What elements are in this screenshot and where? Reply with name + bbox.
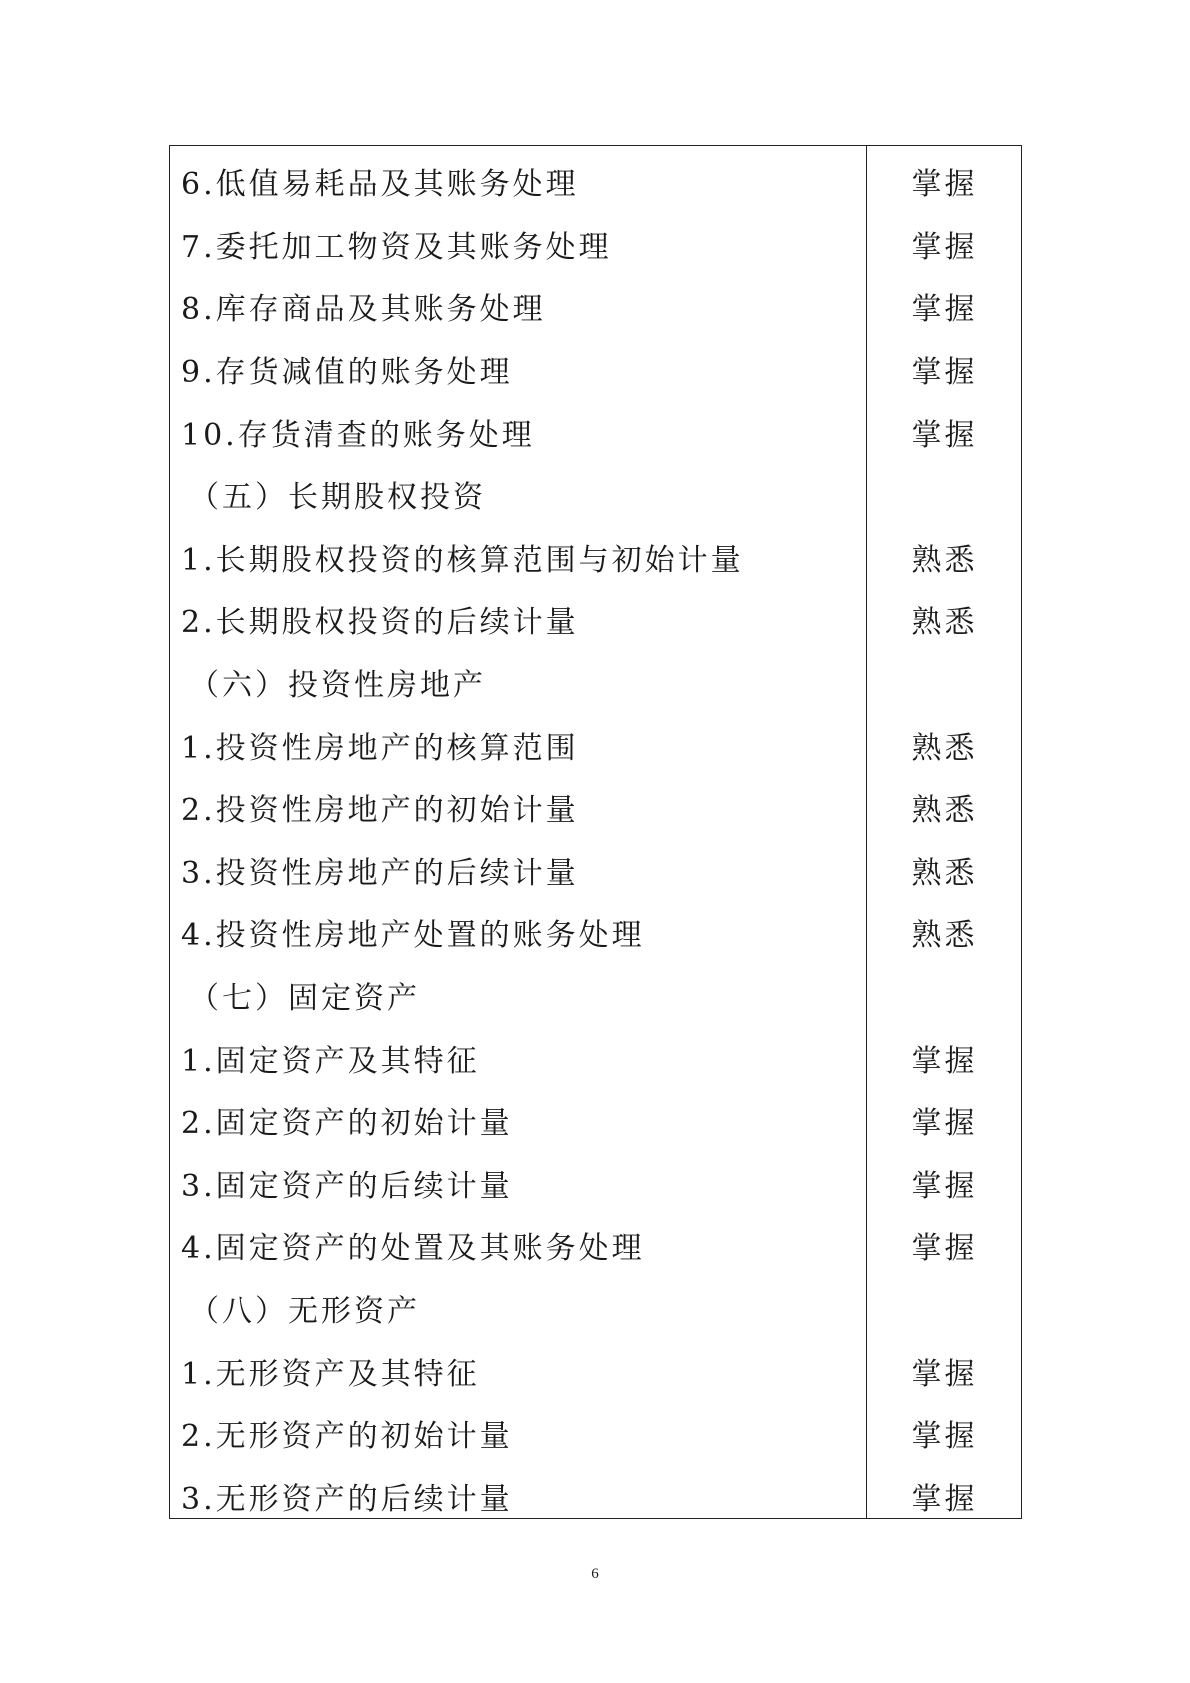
section-heading: （八）无形资产: [189, 1293, 420, 1329]
topic-cell: 3.投资性房地产的后续计量: [181, 855, 579, 891]
table-row: [170, 776, 1021, 839]
table-row: [170, 901, 1021, 964]
table-row: [170, 526, 1021, 589]
requirement-level-cell: 熟悉: [911, 855, 978, 891]
requirement-level-cell: 熟悉: [911, 918, 978, 954]
topic-cell: 9.存货减值的账务处理: [181, 355, 513, 391]
topic-cell: 1.无形资产及其特征: [181, 1356, 480, 1392]
requirement-level-cell: 掌握: [911, 1043, 978, 1079]
requirement-level-cell: 掌握: [911, 1481, 978, 1517]
syllabus-table: [169, 145, 1022, 1519]
requirement-level-cell: 掌握: [911, 1168, 978, 1204]
page-number: 6: [591, 1566, 599, 1582]
requirement-level-cell: 熟悉: [911, 730, 978, 766]
table-row: [170, 1026, 1021, 1089]
topic-cell: 3.固定资产的后续计量: [181, 1168, 513, 1204]
requirement-level-cell: 熟悉: [911, 542, 978, 578]
requirement-level-cell: 掌握: [911, 167, 978, 203]
topic-cell: 2.无形资产的初始计量: [181, 1419, 513, 1455]
table-row: [170, 588, 1021, 651]
table-row: [170, 651, 1021, 714]
topic-cell: 2.长期股权投资的后续计量: [181, 605, 579, 641]
requirement-level-cell: 熟悉: [911, 793, 978, 829]
section-heading: （五）长期股权投资: [189, 480, 486, 516]
requirement-level-cell: 掌握: [911, 1231, 978, 1267]
table-row: [170, 964, 1021, 1027]
topic-cell: 6.低值易耗品及其账务处理: [181, 167, 579, 203]
topic-cell: 1.投资性房地产的核算范围: [181, 730, 579, 766]
table-row: [170, 213, 1021, 276]
table-row: [170, 1464, 1021, 1527]
requirement-level-cell: 掌握: [911, 417, 978, 453]
topic-cell: 2.固定资产的初始计量: [181, 1106, 513, 1142]
topic-cell: 1.长期股权投资的核算范围与初始计量: [181, 542, 744, 578]
table-rows: [170, 150, 1021, 1527]
requirement-level-cell: 掌握: [911, 1419, 978, 1455]
table-row: [170, 275, 1021, 338]
table-row: [170, 1339, 1021, 1402]
table-row: [170, 400, 1021, 463]
requirement-level-cell: 掌握: [911, 1356, 978, 1392]
section-heading: （七）固定资产: [189, 981, 420, 1017]
table-row: [170, 1277, 1021, 1340]
section-heading: （六）投资性房地产: [189, 668, 486, 704]
table-row: [170, 1152, 1021, 1215]
requirement-level-cell: 掌握: [911, 292, 978, 328]
table-row: [170, 150, 1021, 213]
requirement-level-cell: 掌握: [911, 1106, 978, 1142]
table-row: [170, 1402, 1021, 1465]
requirement-level-cell: 掌握: [911, 355, 978, 391]
topic-cell: 10.存货清查的账务处理: [181, 417, 535, 453]
topic-cell: 8.库存商品及其账务处理: [181, 292, 546, 328]
topic-cell: 7.委托加工物资及其账务处理: [181, 229, 612, 265]
table-row: [170, 463, 1021, 526]
requirement-level-cell: 掌握: [911, 229, 978, 265]
table-row: [170, 1214, 1021, 1277]
table-row: [170, 1089, 1021, 1152]
topic-cell: 2.投资性房地产的初始计量: [181, 793, 579, 829]
topic-cell: 4.固定资产的处置及其账务处理: [181, 1231, 645, 1267]
topic-cell: 1.固定资产及其特征: [181, 1043, 480, 1079]
requirement-level-cell: 熟悉: [911, 605, 978, 641]
table-row: [170, 839, 1021, 902]
topic-cell: 4.投资性房地产处置的账务处理: [181, 918, 645, 954]
table-row: [170, 338, 1021, 401]
topic-cell: 3.无形资产的后续计量: [181, 1481, 513, 1517]
table-row: [170, 713, 1021, 776]
